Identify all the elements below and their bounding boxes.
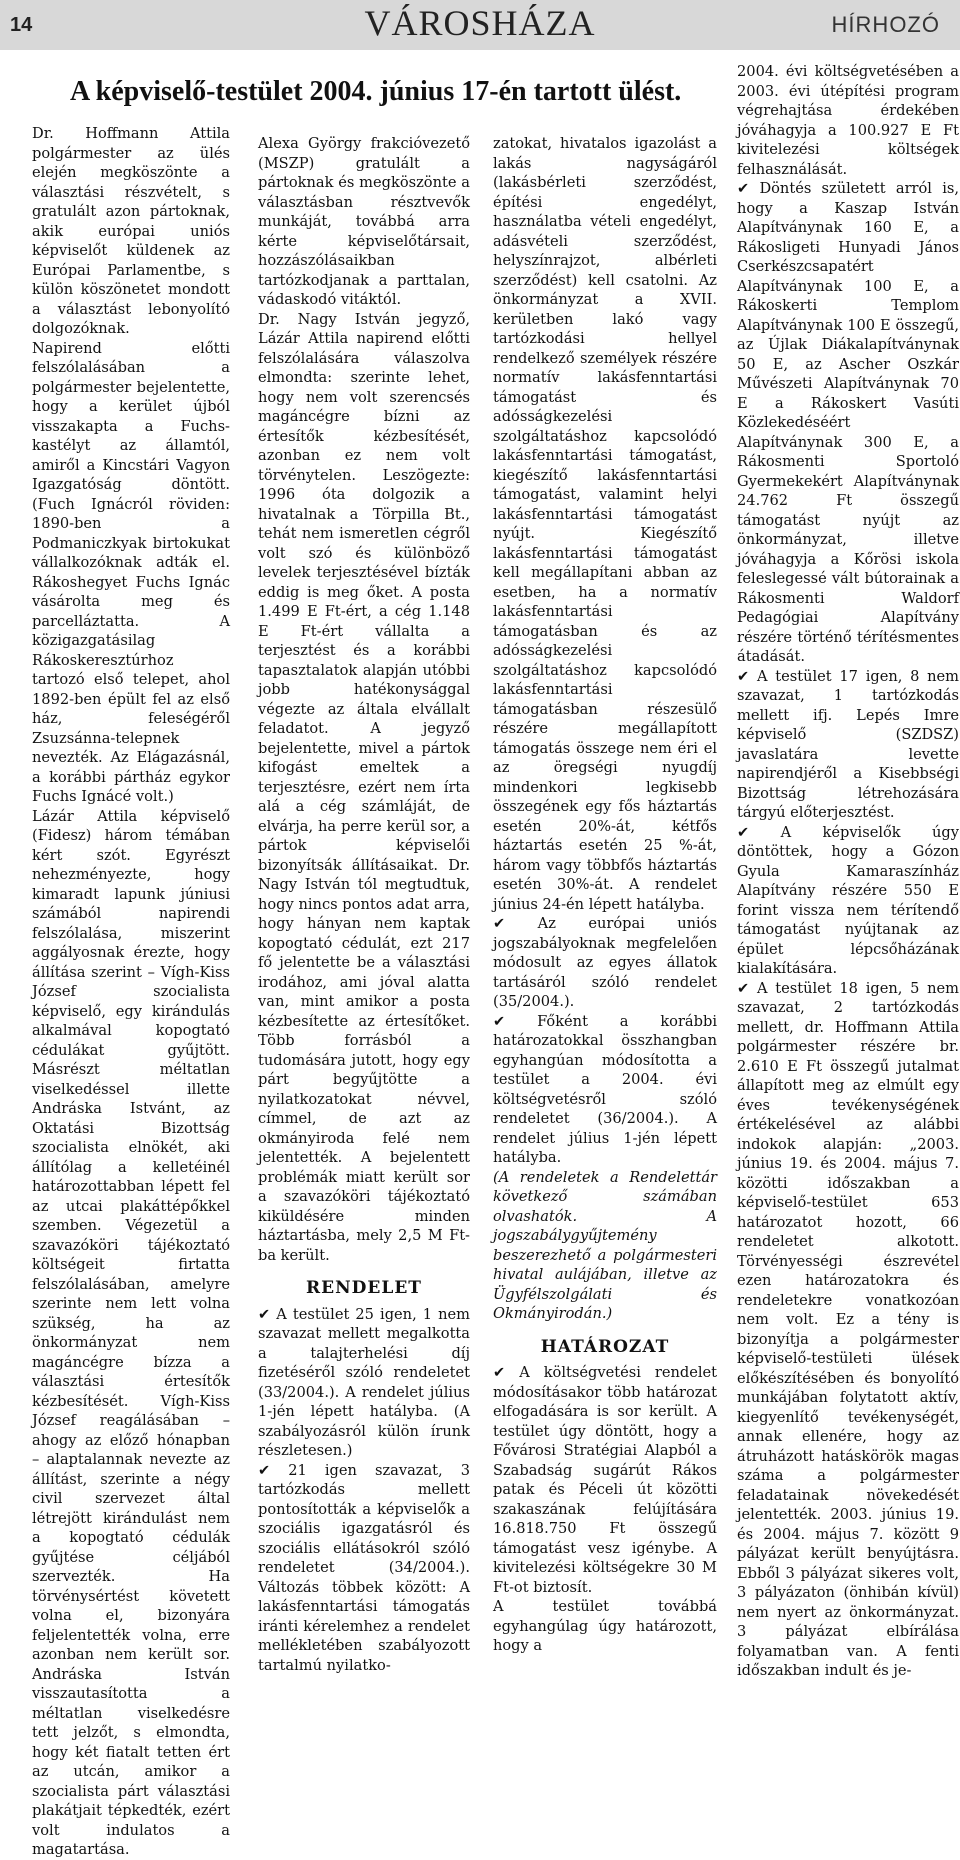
paragraph: Dr. Nagy István jegyző, Lázár Attila napirend előtti felszólalására válaszolva elmondta: szerinte lehet, hogy nem volt szerencsés magáncégre bízni az értesítők kézbesítését, azonban ez nem volt törvénytelen. Leszögezte: 1996 óta dolgozik a hivatalnak a Törpilla Bt., tehát nem ismeretlen cégről volt szó és különböző levelek terjesztésével bízták eddig is meg őket. A posta 1.499 E Ft-ért, a cég 1.148 E Ft-ért vállalta a terjesztést és a korábbi tapasztalatok alapján utóbbi jobb hatékonysággal végezte az általa elvállalt feladatot. A jegyző bejelentette, mivel a pártok kifogást emeltek a terjesztésre, ezért nem írta alá a cég számláját, de elvárja, ha perre kerül sor, a pártok képviselői bizonyítsák állításaikat. Dr. Nagy István tól megtudtuk, hogy nincs pontos adat arra, hogy hányan nem kaptak kopogtató cédulát, ezt 217 fő jelentette be a választási irodához, ami jóval alatta van, mint amikor a posta kézbesítette az értesítőket. Több forrásból a tudomására jutott, hogy egy párt begyűjtötte a nyilatkozatokat névvel, címmel, de azt az okmányiroda felé nem jelentették. A bejelentett problémák miatt került sor a szavazóköri tájékoztató kiküldésére minden háztartásba, mely 2,5 M Ft-ba került. (258, 310, 470, 1264)
section-title: VÁROSHÁZA (364, 3, 596, 43)
paragraph: ✔ A képviselők úgy döntöttek, hogy a Gózon Gyula Kamaraszínház Alapítvány részére 550 E forint vissza nem térítendő támogatást nyújtanak az épület lépcsőházának kialakítására. (737, 823, 959, 977)
paragraph: ✔ A testület 17 igen, 8 nem szavazat, 1 tartózkodás mellett ifj. Lepés Imre képviselő (SZDSZ) javaslatára levette napirendjéről a Kisebbségi Bizottság létrehozására tárgyú előterjesztést. (737, 667, 959, 821)
paragraph: ✔ 21 igen szavazat, 3 tartózkodás mellett pontosították a képviselők a szociális igazgatásról és szociális ellátásokról szóló rendeletet (34/2004.). Változás többek között: A lakásfenntartási támogatás iránti kérelemhez a rendelet mellékletében szabályozott tartalmú nyilatko- (258, 1461, 470, 1674)
paragraph: A testület továbbá egyhangúlag úgy határozott, hogy a (493, 1598, 717, 1654)
paragraph: ✔ A testület 25 igen, 1 nem szavazat mellett megalkotta a talajterhelési díj fizetéséről szóló rendeletet (33/2004.). A rendelet július 1-jén lépett hatályba. (A szabályozásról külön írunk részletesen.) (258, 1305, 470, 1459)
paragraph: zatokat, hivatalos igazolást a lakás nagyságáról (lakásbérleti szerződést, építési engedélyt, használatba vételi engedélyt, adásvételi szerződést, helyszínrajzot, albérleti szerződést) kell csatolni. Az önkormányzat a XVII. kerületben lakó vagy tartózkodási hellyel rendelkező személyek részére normatív lakásfenntartási támogatást és adósságkezelési szolgáltatáshoz kapcsolódó lakásfenntartási támogatást, kiegészítő lakásfenntartási támogatást, valamint helyi lakásfenntartási támogatást nyújt. Kiegészítő lakásfenntartási támogatást kell megállapítani abban az esetben, ha a normatív lakásfenntartási támogatásban és az adósságkezelési szolgáltatáshoz kapcsolódó lakásfenntartási támogatásban részesülő részére megállapított támogatás összege nem éri el az öregségi nyugdíj mindenkori legkisebb összegének egy fős háztartás esetén 20%-át, kétfős háztartás esetén 25 %-át, három vagy többfős háztartás esetén 30%-át. A rendelet június 24-én lépett hatályba. (493, 135, 717, 913)
page-header (0, 0, 960, 50)
paragraph: 2004. évi költségvetésében a 2003. évi útépítési program végrehajtása érdekében jóváhagyja a 100.927 E Ft kivitelezési költségek felhasználását. (737, 63, 959, 178)
article-headline: A képviselő-testület 2004. június 17-én tartott ülést. (70, 76, 682, 107)
paragraph: Lázár Attila képviselő (Fidesz) három témában kért szót. Egyrészt nehezményezte, hogy kimaradt lapunk júniusi számából napirendi felszólalása, miszerint aggályosnak érezte, hogy állítása szerint – Vígh-Kiss József szocialista képviselő, egy kirándulás alkalmával kopogtató cédulákat gyűjtött. Másrészt méltatlan viselkedéssel illette Andráska Istvánt, az Oktatási Bizottság szocialista elnökét, aki állítólag a kelletéinél határozottabban lépett fel az utcai plakáttépőkkel szemben. Végezetül a szavazóköri tájékoztató költségeit firtatta felszólalásában, amelyre szerinte nem lett volna szükség, ha az önkormányzat nem magáncégre bízza a választási értesítők kézbesítését. Vígh-Kiss József reagálásában – ahogy az előző hónapban – alaptalannak nevezte az állítást, szerinte a négy civil szervezet által létrejött kirándulást nem a kopogtató cédulák gyűjtése céljából szervezték. Ha törvénysértést követett volna el, bizonyára feljelentették volna, erre azonban nem került sor. Andráska István visszautasította a méltatlan viselkedésre tett jelzőt, s elmondta, hogy két fiatalt tetten ért az utcán, amikor a szocialista párt választási plakátjait tépkedték, ezért volt indulatos a magatartása. (32, 807, 230, 1858)
column-3 (493, 134, 717, 1654)
column-1 (32, 124, 230, 1858)
column-4 (737, 62, 959, 1679)
paragraph: Dr. Hoffmann Attila polgármester az ülés elején megköszönte a választási részvételt, s gratulált azon pártoknak, akik európai uniós képviselőt küldenek az Európai Parlamentbe, s külön köszönetet mondott a választást lebonyolító dolgozóknak. (32, 125, 230, 337)
page-number: 14 (10, 14, 33, 36)
paragraph: Alexa György frakcióvezető (MSZP) gratulált a pártoknak és megköszönte a választásban résztvevők munkáját, továbbá arra kérte képviselőtársait, hozzászólásaikban tartózkodjanak a parttalan, vádaskodó vitáktól. (258, 135, 470, 308)
subheading-rendelet: RENDELET (306, 1278, 422, 1298)
paragraph: Napirend előtti felszólalásában a polgármester bejelentette, hogy a kerület újból visszakapta a Fuchs-kastélyt az államtól, amiről a Kincstári Vagyon Igazgatóság döntött. (Fuch Ignácról röviden: 1890-ben a Podmaniczkyak birtokukat vállalkozóknak adták el. Rákoshegyet Fuchs Ignác vásárolta meg és parcelláztatta. A közigazgatásilag Rákoskeresztúrhoz tartozó első telepet, ahol 1892-ben épült fel az első ház, feleségéről Zsuzsánna-telepnek nevezték. Az Elágazásnál, a korábbi pártház egykor Fuchs Ignácé volt.) (32, 339, 230, 805)
paragraph: ✔ Főként a korábbi határozatokkal összhangban egyhangúan módosította a testület a 2004. évi költségvetésről szóló rendeletet (36/2004.). A rendelet július 1-jén lépett hatályba. (493, 1012, 717, 1166)
subheading-hatarozat: HATÁROZAT (540, 1336, 670, 1357)
paragraph: ✔ Az európai uniós jogszabályoknak megfelelően módosult az egyes állatok tartásáról szóló rendelet (35/2004.). (493, 915, 717, 1010)
paragraph: ✔ A költségvetési rendelet módosításakor több határozat elfogadására is sor került. A testület úgy döntött, hogy a Fővárosi Stratégiai Alapból a Szabadság sugárút Rákos patak és Péceli út közötti szakaszának felújítására 16.818.750 Ft összegű támogatást vesz igénybe. A kivitelezési költségekre 30 M Ft-ot biztosít. (493, 1364, 717, 1596)
column-2 (258, 134, 470, 1674)
paragraph: (A rendeletek a Rendelettár következő számában olvashatók. A jogszabálygyűjtemény beszerezhető a polgármesteri hivatal aulájában, illetve az Ügyfélszolgálati és Okmányirodán.) (493, 1168, 717, 1322)
paragraph: ✔ Döntés született arról is, hogy a Kaszap István Alapítványnak 160 E, a Rákosligeti Hunyadi János Cserkészcsapatért Alapítványnak 100 E, a Rákoskerti Templom Alapítványnak 100 E összegű, az Újlak Diákalapítványnak 50 E, az Ascher Oszkár Művészeti Alapítványnak 70 E a Rákoskert Vasúti Közlekedéséért Alapítványnak 300 E, a Rákosmenti Sportoló Gyermekekért Alapítványnak 24.762 Ft összegű támogatást nyújt az önkormányzat, illetve jóváhagyja a Kőrösi iskola feleslegessé vált bútorainak a Rákosmenti Waldorf Pedagógiai Alapítvány részére történő térítésmentes átadását. (737, 180, 959, 665)
paragraph: ✔ A testület 18 igen, 5 nem szavazat, 2 tartózkodás mellett, dr. Hoffmann Attila polgármester részére br. 2.610 E Ft összegű jutalmat állapított meg az elmúlt egy éves tevékenységének értékelésével az alábbi indokok alapján: „2003. június 19. és 2004. május 7. közötti időszakban a képviselő-testület 653 határozatot hozott, 66 rendeletet alkotott. Törvényességi észrevétel ezen határozatokra és rendeletekre vonatkozóan nem volt. Ez a tény is bizonyítja a polgármester képviselő-testületi ülések előkészítésében és bonyolító munkájában folytatott aktív, kiegyenlítő tevékenységét, annak ellenére, hogy az átruházott hatáskörök magas száma a polgármester feladatainak növekedését jelentették. 2003. június 19. és 2004. május 7. között 9 pályázat került benyújtásra. Ebből 3 pályázat sikeres volt, 3 pályázaton (önhibán kívül) nem nyert az önkormányzat. 3 pályázat elbírálása folyamatban van. A fenti időszakban indult és je- (737, 979, 959, 1679)
corner-label: HÍRHOZÓ (831, 12, 940, 37)
